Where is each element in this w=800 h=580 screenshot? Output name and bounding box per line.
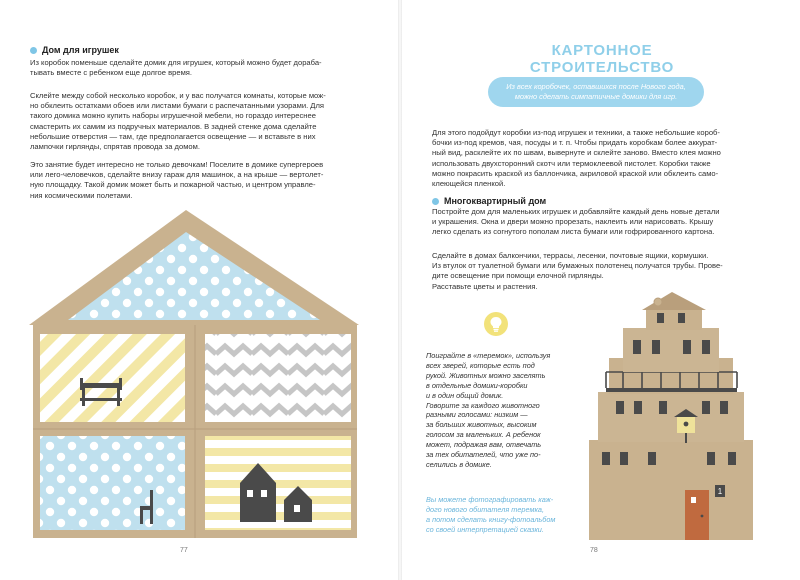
room-bottom-right [205, 436, 351, 530]
left-paragraph-1: Из коробок поменьше сделайте домик для игрушек, который можно будет дораба- тывать вместе с ребенком еще долгое время. [30, 58, 322, 78]
building-door [685, 490, 709, 540]
tip-text: Поиграйте в «теремок», используя всех зверей, которые есть под рукой. Животных можно заселять в отдельные домики-коробки и в один общий домик. Говорите за каждого животного разными голосами: низким — за больших животных, высоким голосом за маленьких. А ребенок может, подражая вам, отвечать за тех обитателей, что уже по- селились в домике. [426, 351, 551, 469]
left-paragraph-2: Склейте между собой несколько коробок, и у вас получатся комнаты, которые мож- но обклеить остатками обоев или листами бумаги с распечатанными узорами. Для такого домика можно купить наборы игрушечной мебели, но гораздо интереснее смастерить их самим из подручных материалов. В задней стенке дома сделайте небольшие отверстия — там, где предполагается освещение — и вставьте в них лампочки гирлянды, спрятав провода за домом. [30, 91, 326, 152]
subtitle-pill: Из всех коробочек, оставшихся после Нового года, можно сделать симпатичные домики для игр. [488, 77, 704, 107]
chapter-title: КАРТОННОЕ СТРОИТЕЛЬСТВО [529, 42, 675, 76]
room-top-right [205, 334, 351, 422]
room-bottom-left [40, 436, 185, 530]
apartment-building-illustration [402, 0, 800, 580]
room-top-left [40, 334, 185, 422]
right-paragraph-1: Постройте дом для маленьких игрушек и добавляйте каждый день новые детали и украшения. Окна и двери можно прорезать, наклеить или нарисовать. Крышу легко сделать из согнутого пополам листа бумаги или гофрированного картона. [432, 207, 720, 237]
door-number: 1 [717, 487, 723, 496]
toy-house-illustration [0, 0, 398, 580]
right-page-number: 78 [590, 547, 598, 554]
tip-text-blue: Вы можете фотографировать каж- дого нового обитателя теремка, а потом сделать книгу-фотоальбом со своей интерпретацией сказки. [426, 495, 556, 534]
left-page-number: 77 [180, 547, 188, 554]
building-second-floor [598, 392, 744, 442]
left-page [0, 0, 398, 580]
right-intro-paragraph: Для этого подойдут коробки из-под игрушек и техники, а также небольшие короб- бочки из-под кремов, чая, посуды и т. п. Чтобы придать коробкам более аккурат- ный вид, расклейте их по швам, вывернуте и склейте заново. Вместо клея можно использовать двухсторонний скотч или термоклеевой пистолет. Коробки также можно покрасить краской из баллончика, акриловой краской или обклеить само- клеющейся пленкой. [432, 128, 721, 189]
right-page [402, 0, 800, 580]
right-paragraph-2: Сделайте в домах балкончики, террасы, лесенки, почтовые ящики, кормушки. Из втулок от туалетной бумаги или бумажных полотенец получатся трубы. Прове- дите освещение при помощи елочной гирлянды. Расставьте цветы и растения. [432, 251, 723, 291]
left-heading-text: Дом для игрушек [42, 45, 119, 55]
right-heading-text: Многоквартирный дом [444, 196, 547, 206]
left-paragraph-3: Это занятие будет интересно не только девочкам! Поселите в домике супергероев или лего-человечков, сделайте внизу гараж для машинок, а на крыше — вертолет- ную площадку. Такой домик может быть и пожарной частью, и центром управле- ния космическими полетами. [30, 160, 324, 200]
building-roof [642, 292, 706, 310]
